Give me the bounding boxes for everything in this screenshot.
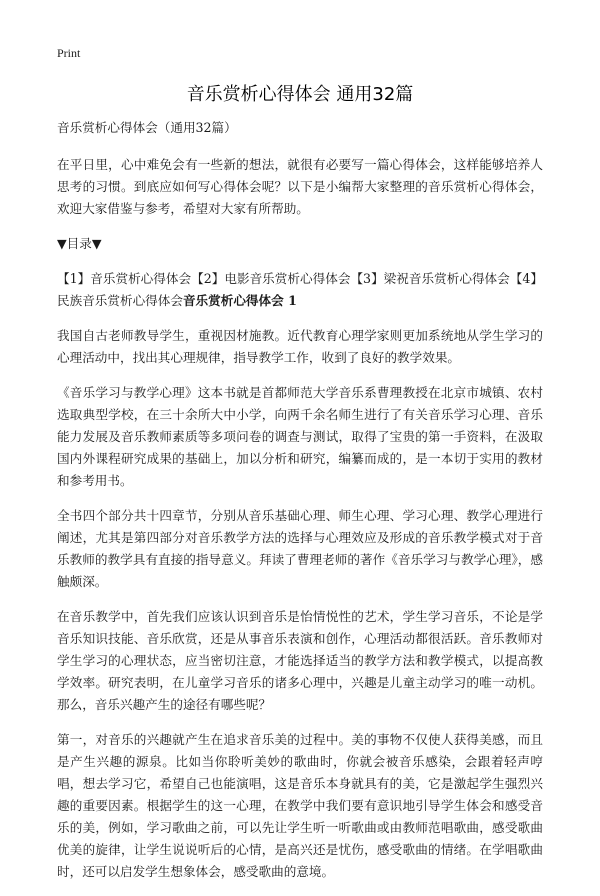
toc-link-2[interactable]: 【2】电影音乐赏析心得体会	[191, 271, 351, 286]
table-of-contents	[57, 268, 543, 312]
body-paragraph-5: 第一，对音乐的兴趣就产生在追求音乐美的过程中。美的事物不仅使人获得美感，而且是产生兴趣的源泉。比如当你聆听美妙的歌曲时，你就会被音乐感染，会跟着轻声哼唱，想去学习它，希望自己也能演唱，这是音乐本身就具有的美，它是激起学生强烈兴趣的重要因素。根据学生的这一心理，在教学中我们要有意识地引导学生体会和感受音乐的美，例如，学习歌曲之前，可以先让学生听一听歌曲或由教师范唱歌曲，感受歌曲优美的旋律，让学生说说听后的心情，是高兴还是忧伤，感受歌曲的情绪。在学唱歌曲时，还可以启发学生想象体会，感受歌曲的意境。	[57, 732, 543, 879]
print-link[interactable]: Print	[57, 46, 81, 60]
page-title: 音乐赏析心得体会 通用32篇	[186, 84, 414, 105]
article-body	[57, 117, 543, 896]
toc-link-4[interactable]: 【4】民族音乐赏析心得体会	[57, 271, 543, 308]
intro-paragraph: 在平日里，心中难免会有一些新的想法，就很有必要写一篇心得体会，这样能够培养人思考的习惯。到底应如何写心得体会呢？以下是小编帮大家整理的音乐赏析心得体会，欢迎大家借鉴与参考，希望对大家有所帮助。	[57, 157, 543, 216]
body-paragraph-2: 《音乐学习与教学心理》这本书就是首都师范大学音乐系曹理教授在北京市城镇、农村选取典型学校，在三十余所大中小学，向两千余名师生进行了有关音乐学习心理、音乐能力发展及音乐教师素质等多项问卷的调查与测试，取得了宝贵的第一手资料，在汲取国内外课程研究成果的基础上，加以分析和研究，编纂而成的，是一本切于实用的教材和参考用书。	[57, 385, 543, 488]
toc-link-3[interactable]: 【3】梁祝音乐赏析心得体会	[350, 271, 510, 286]
toc-label: ▼目录▼	[57, 236, 102, 251]
body-paragraph-3: 全书四个部分共十四章节，分别从音乐基础心理、师生心理、学习心理、教学心理进行阐述，尤其是第四部分对音乐教学方法的选择与心理效应及形成的音乐教学模式对于音乐教师的教学具有直接的指导意义。拜读了曹理老师的著作《音乐学习与教学心理》，感触颇深。	[57, 508, 543, 589]
article-subtitle: 音乐赏析心得体会（通用32篇）	[57, 120, 237, 135]
toc-link-1[interactable]: 【1】音乐赏析心得体会	[57, 271, 192, 286]
section-heading: 音乐赏析心得体会 1	[182, 293, 297, 308]
body-paragraph-4: 在音乐教学中，首先我们应该认识到音乐是怡情悦性的艺术，学生学习音乐，不论是学音乐知识技能、音乐欣赏，还是从事音乐表演和创作，心理活动都很活跃。音乐教师对学生学习的心理状态，应当密切注意，才能选择适当的教学方法和教学模式，以提高教学效率。研究表明，在儿童学习音乐的诸多心理中，兴趣是儿童主动学习的唯一动机。那么，音乐兴趣产生的途径有哪些呢？	[57, 609, 543, 712]
body-paragraph-1: 我国自古老师教导学生，重视因材施教。近代教育心理学家则更加系统地从学生学习的心理活动中，找出其心理规律，指导教学工作，收到了良好的教学效果。	[57, 328, 543, 365]
